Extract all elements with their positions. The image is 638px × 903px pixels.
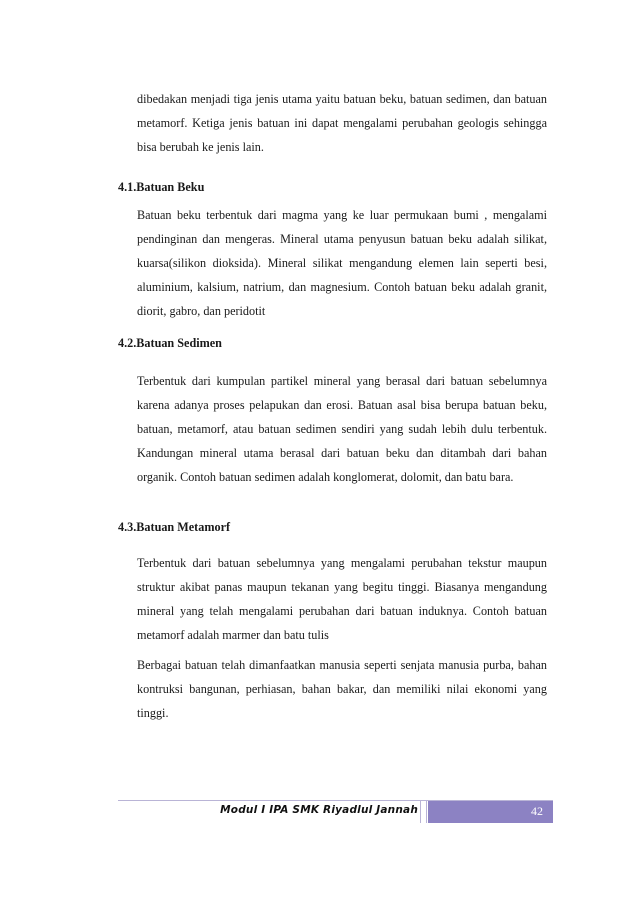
closing-paragraph: Berbagai batuan telah dimanfaatkan manusia seperti senjata manusia purba, bahan kontruksi bangunan, perhiasan, bahan bakar, dan memiliki nilai ekonomi yang tinggi. bbox=[137, 658, 547, 720]
paragraph-batuan-beku: Batuan beku terbentuk dari magma yang ke luar permukaan bumi , mengalami pendinginan dan mengeras. Mineral utama penyusun batuan beku adalah silikat, kuarsa(silikon dioksida). Mineral silikat mengandung elemen lain seperti besi, aluminium, kalsium, natrium, dan magnesium. Contoh batuan beku adalah granit, diorit, gabro, dan peridotit bbox=[137, 208, 547, 318]
paragraph-batuan-sedimen: Terbentuk dari kumpulan partikel mineral yang berasal dari batuan sebelumnya karena adanya proses pelapukan dan erosi. Batuan asal bisa berupa batuan beku, batuan, metamorf, atau batuan sedimen sendiri yang sudah lebih dulu terbentuk. Kandungan mineral utama berasal dari batuan beku dan ditambah dari bahan organik. Contoh batuan sedimen adalah konglomerat, dolomit, dan batu bara. bbox=[137, 374, 547, 484]
page-number: 42 bbox=[531, 804, 543, 818]
page-footer bbox=[118, 800, 553, 828]
footer-divider-secondary bbox=[426, 801, 427, 823]
section-heading-batuan-beku: 4.1.Batuan Beku bbox=[118, 180, 205, 194]
footer-title: Modul I IPA SMK Riyadlul Jannah bbox=[220, 804, 418, 816]
footer-divider bbox=[420, 801, 421, 823]
paragraph-batuan-metamorf: Terbentuk dari batuan sebelumnya yang mengalami perubahan tekstur maupun struktur akibat panas maupun tekanan yang begitu tinggi. Biasanya mengandung mineral yang telah mengalami perubahan dari batuan induknya. Contoh batuan metamorf adalah marmer dan batu tulis bbox=[137, 556, 547, 642]
section-heading-batuan-metamorf: 4.3.Batuan Metamorf bbox=[118, 520, 231, 534]
section-heading-batuan-sedimen: 4.2.Batuan Sedimen bbox=[118, 336, 222, 350]
page-number-box bbox=[428, 801, 553, 823]
intro-paragraph: dibedakan menjadi tiga jenis utama yaitu batuan beku, batuan sedimen, dan batuan metamorf. Ketiga jenis batuan ini dapat mengalami perubahan geologis sehingga bisa berubah ke jenis lain. bbox=[137, 92, 547, 154]
